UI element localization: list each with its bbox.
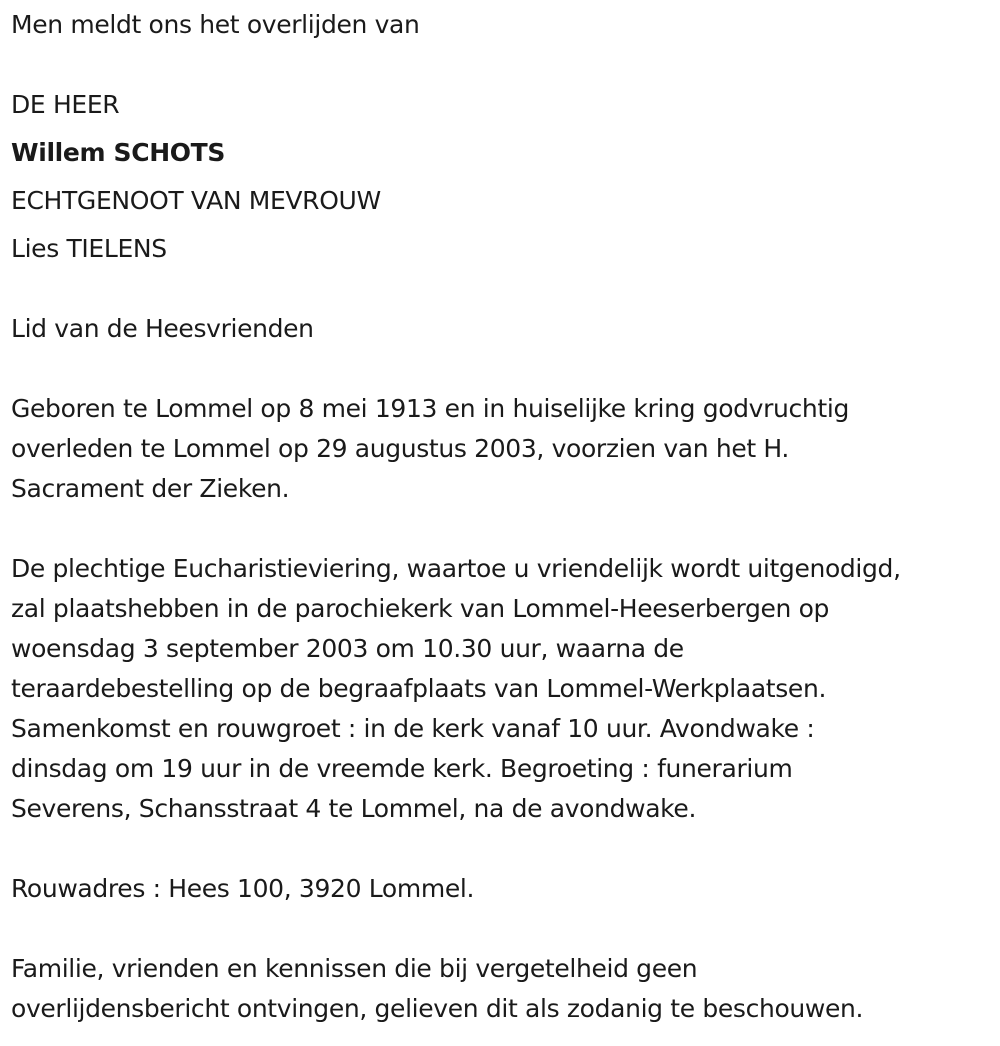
birth-death-line: Geboren te Lommel op 8 mei 1913 en in huiselijke kring godvruchtig	[11, 394, 849, 423]
ceremony-line: teraardebestelling op de begraafplaats van Lommel-Werkplaatsen.	[11, 674, 827, 703]
intro-text: Men meldt ons het overlijden van	[11, 10, 420, 39]
deceased-title: DE HEER	[11, 90, 120, 119]
ceremony-line: Samenkomst en rouwgroet : in de kerk vanaf 10 uur. Avondwake :	[11, 714, 815, 743]
ceremony-line: Severens, Schansstraat 4 te Lommel, na de avondwake.	[11, 794, 697, 823]
closing-line: Familie, vrienden en kennissen die bij vergetelheid geen	[11, 954, 698, 983]
ceremony-line: De plechtige Eucharistieviering, waartoe u vriendelijk wordt uitgenodigd,	[11, 554, 901, 583]
spouse-name: Lies TIELENS	[11, 234, 167, 263]
membership-text: Lid van de Heesvrienden	[11, 314, 314, 343]
closing-line: overlijdensbericht ontvingen, gelieven dit als zodanig te beschouwen.	[11, 994, 864, 1023]
birth-death-line: overleden te Lommel op 29 augustus 2003, voorzien van het H.	[11, 434, 790, 463]
birth-death-line: Sacrament der Zieken.	[11, 474, 290, 503]
mourning-address: Rouwadres : Hees 100, 3920 Lommel.	[11, 874, 475, 903]
ceremony-line: zal plaatshebben in de parochiekerk van Lommel-Heeserbergen op	[11, 594, 830, 623]
ceremony-line: dinsdag om 19 uur in de vreemde kerk. Begroeting : funerarium	[11, 754, 793, 783]
relation-text: ECHTGENOOT VAN MEVROUW	[11, 186, 381, 215]
deceased-name: Willem SCHOTS	[11, 138, 226, 167]
ceremony-line: woensdag 3 september 2003 om 10.30 uur, waarna de	[11, 634, 684, 663]
